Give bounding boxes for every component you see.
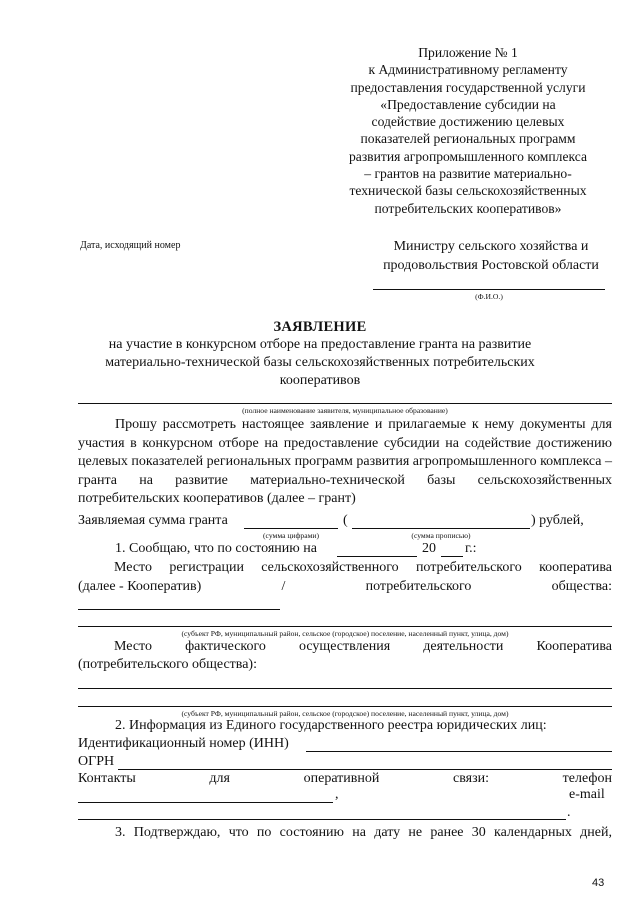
phone-comma: , [335, 787, 339, 802]
date-number-label: Дата, исходящий номер [80, 240, 181, 251]
registration-word: общества: [551, 579, 612, 594]
registration-word: кооператива [539, 560, 612, 575]
phone-field[interactable] [78, 802, 333, 803]
appendix-line: Приложение № 1 [418, 45, 518, 60]
registration-line-1 [78, 559, 612, 578]
registration-word: Место [114, 560, 152, 575]
actual-place-word: фактического [185, 639, 266, 654]
registration-word: / [281, 579, 286, 594]
registration-word: сельскохозяйственного [261, 560, 399, 575]
applicant-name-line[interactable] [78, 403, 612, 404]
request-paragraph: Прошу рассмотреть настоящее заявление и прилагаемые к нему документы для участия в конкурсном отборе на предоставление субсидии на содействие достижению целевых показателей региональных программ развития агропромышленного комплекса – гранта на развитие материально-технической базы сельскохозяйственных потребительских кооперативов (далее – грант) [78, 417, 612, 507]
actual-place-word: Кооператива [536, 639, 612, 654]
appendix-line: потребительских кооперативов» [374, 200, 562, 216]
contacts-word: для [209, 771, 230, 786]
appendix-line: развития агропромышленного комплекса [348, 148, 588, 164]
appendix-line: «Предоставление субсидии на [380, 96, 556, 112]
inn-field[interactable] [306, 751, 612, 752]
document-subtitle: на участие в конкурсном отборе на предоставление гранта на развитие материально-технической базы сельскохозяйственных потребительских кооперативов [105, 337, 535, 388]
year-suffix: г.: [465, 541, 477, 556]
registration-address-field-2[interactable] [78, 626, 612, 627]
applicant-caption: (полное наименование заявителя, муниципальное образование) [242, 406, 448, 415]
actual-address-field-1[interactable] [78, 688, 612, 689]
grant-amount-digits-field[interactable] [244, 528, 338, 529]
contacts-word: телефон [562, 771, 612, 786]
email-period: . [567, 805, 571, 820]
appendix-line: технической базы сельскохозяйственных [349, 183, 587, 199]
addressee-line-1: Министру сельского хозяйства и [393, 239, 589, 254]
actual-place-line-1 [78, 638, 612, 657]
contacts-word: оперативной [303, 771, 380, 786]
contacts-word: Контакты [78, 771, 136, 786]
grant-amount-words-field[interactable] [352, 528, 530, 529]
actual-address-field-2[interactable] [78, 706, 612, 707]
appendix-line: – грантов на развитие материально- [364, 166, 572, 182]
actual-place-word: деятельности [423, 639, 504, 654]
registration-address-field-1[interactable] [78, 609, 280, 610]
contacts-word: связи: [453, 771, 490, 786]
caption-digits: (сумма цифрами) [263, 531, 319, 540]
year-prefix: 20 [422, 541, 436, 556]
email-field[interactable] [78, 819, 566, 820]
contacts-row [78, 770, 612, 789]
registration-line-2 [78, 578, 612, 597]
inn-label: Идентификационный номер (ИНН) [78, 736, 289, 751]
actual-place-word: Место [114, 639, 152, 654]
open-paren: ( [343, 513, 348, 528]
appendix-header [318, 44, 618, 217]
registration-word: регистрации [169, 560, 244, 575]
registration-word: (далее - Кооператив) [78, 579, 202, 594]
fio-caption: (Ф.И.О.) [475, 292, 503, 301]
document-title: ЗАЯВЛЕНИЕ [273, 319, 367, 335]
actual-place-word: осуществления [299, 639, 391, 654]
grant-amount-suffix: ) рублей, [531, 513, 584, 528]
caption-words: (сумма прописью) [411, 531, 471, 540]
fio-field-line[interactable] [373, 289, 605, 290]
date-field[interactable] [337, 556, 417, 557]
appendix-line: содействие достижению целевых [371, 114, 565, 130]
address-caption: (субъект РФ, муниципальный район, сельское (городское) поселение, населенный пункт, улица, дом) [181, 629, 509, 638]
grant-amount-label: Заявляемая сумма гранта [78, 513, 228, 528]
registration-word: потребительского [365, 579, 472, 594]
section-2-title: 2. Информация из Единого государственного реестра юридических лиц: [115, 718, 547, 733]
appendix-line: показателей региональных программ [360, 131, 576, 147]
actual-place-line-2: (потребительского общества): [78, 657, 257, 672]
section-3-text: 3. Подтверждаю, что по состоянию на дату не ранее 30 календарных дней, [115, 825, 612, 840]
year-field[interactable] [441, 556, 463, 557]
ogrn-label: ОГРН [78, 754, 115, 769]
addressee-line-2: продовольствия Ростовской области [383, 257, 599, 273]
page-number: 43 [592, 877, 605, 889]
appendix-line: к Административному регламенту [368, 62, 568, 78]
address-caption-2: (субъект РФ, муниципальный район, сельское (городское) поселение, населенный пункт, улица, дом) [181, 709, 509, 718]
appendix-line: предоставления государственной услуги [350, 79, 586, 95]
addressee-block [360, 238, 622, 275]
email-label: e-mail [569, 787, 605, 802]
section-1-text: 1. Сообщаю, что по состоянию на [115, 541, 317, 556]
registration-word: потребительского [415, 560, 522, 575]
